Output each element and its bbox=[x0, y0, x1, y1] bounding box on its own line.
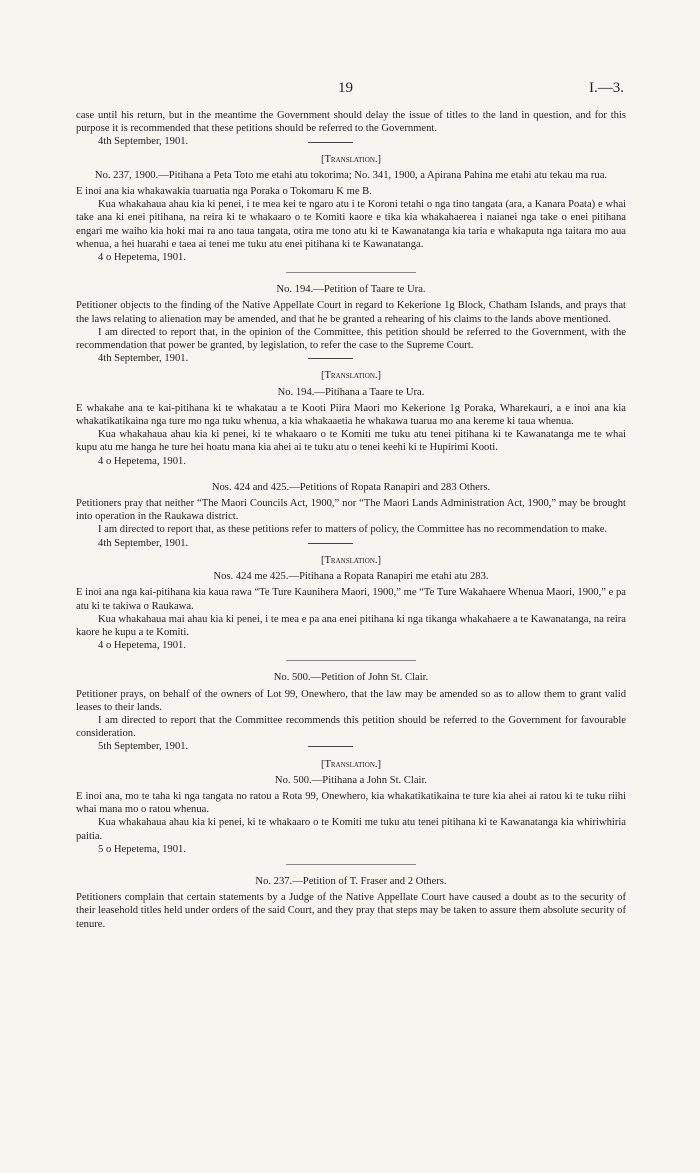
dateline bbox=[76, 537, 626, 550]
date-line: 4 o Hepetema, 1901. bbox=[98, 455, 186, 467]
date-line: 5 o Hepetema, 1901. bbox=[98, 843, 186, 855]
page-number: 19 bbox=[338, 80, 353, 96]
section-separator bbox=[286, 272, 416, 273]
section-title: Nos. 424 me 425.—Pitihana a Ropata Ranapiri me etahi atu 283. bbox=[213, 571, 489, 583]
short-rule bbox=[308, 358, 353, 359]
translation-heading: [Translation.] bbox=[320, 554, 382, 566]
section-paragraph: I am directed to report that the Committee recommends this petition should be referred to the Government for favourable consideration. bbox=[76, 714, 626, 740]
section-title: No. 194.—Petition of Taare te Ura. bbox=[276, 284, 426, 296]
dateline bbox=[76, 352, 626, 365]
section-paragraph: Kua whakahaua ahau kia ki penei, i te mea kei te ngaro atu i te Koroni tetahi o nga tino tangata (ara, a Kanara Poata) e whai take ana ki enei pitihana, na reira ki te whakaaro o te Komiti kaore e tika kia whakahaerea i naianei nga take o enei pitihana engari me waiho kia hoki mai ra ano taua tangata, otira me tono atu ki te Kawanatanga kia taria e whakaputa nga taitara mo aua whenua, a hei huarahi e taea ai tenei me tuku atu enei pitihana ki te Kawanatanga. bbox=[76, 199, 626, 250]
document-reference: I.—3. bbox=[589, 80, 624, 96]
section-title: Nos. 424 and 425.—Petitions of Ropata Ranapiri and 283 Others. bbox=[211, 481, 491, 493]
continuation-paragraph: case until his return, but in the meantime the Government should delay the issue of titles to the land in question, and for this purpose it is recommended that these petitions should be referred to the Government. bbox=[76, 110, 626, 135]
section-paragraph: Kua whakahaua ahau kia ki penei, ki te whakaaro o te Komiti me tuku atu tenei pitihana ki te Kawanatanga me te whai kupu atu me hanga he ture hei hoatu mana kia ahei ai te tuku atu o tenei keehi ki te Hupirimi Kooti. bbox=[76, 429, 626, 454]
short-rule bbox=[308, 142, 353, 143]
section-title: No. 500.—Petition of John St. Clair. bbox=[273, 672, 429, 684]
section-title: No. 194.—Pitihana a Taare te Ura. bbox=[277, 386, 425, 398]
short-rule bbox=[308, 543, 353, 544]
section-paragraph: Petitioner prays, on behalf of the owners of Lot 99, Onewhero, that the law may be amended so as to allow them to grant valid leases to their lands. bbox=[76, 688, 626, 713]
document-body bbox=[76, 109, 626, 931]
section-paragraph: E inoi ana nga kai-pitihana kia kaua rawa “Te Ture Kaunihera Maori, 1900,” me “Te Ture Wakahaere Whenua Maori, 1900,” e pa atu ki te takiwa o Raukawa. bbox=[76, 587, 626, 612]
short-rule bbox=[308, 746, 353, 747]
date-line: 4th September, 1901. bbox=[98, 353, 189, 365]
section-title: No. 237.—Petition of T. Fraser and 2 Others. bbox=[255, 875, 447, 887]
section-paragraph: Petitioner objects to the finding of the Native Appellate Court in regard to Kekerione 1g Block, Chatham Islands, and prays that the laws relating to alienation may be amended, and that he be granted a rehearing of his claims to the lands above mentioned. bbox=[76, 300, 626, 325]
page-header bbox=[0, 80, 700, 100]
translation-heading: [Translation.] bbox=[320, 758, 382, 770]
date-line: 4th September, 1901. bbox=[98, 537, 189, 549]
date-line: 4 o Hepetema, 1901. bbox=[98, 252, 186, 264]
date-line: 5th September, 1901. bbox=[98, 741, 189, 753]
section-paragraph: Petitioners pray that neither “The Maori Councils Act, 1900,” nor “The Maori Lands Administration Act, 1900,” may be brought into operation in the Raukawa district. bbox=[76, 498, 626, 523]
section-title: No. 237, 1900.—Pitihana a Peta Toto me etahi atu tokorima; No. 341, 1900, a Apirana Pahina me etahi atu tekau ma rua. bbox=[94, 169, 608, 181]
section-title: No. 500.—Pitihana a John St. Clair. bbox=[274, 774, 428, 786]
section-paragraph: E inoi ana, mo te taha ki nga tangata no ratou a Rota 99, Onewhero, kia whakatikatikaina te ture kia ahei ai ratou ki te tuku riihi whai mana mo o ratou whenua. bbox=[76, 790, 626, 816]
section-paragraph: E inoi ana kia whakawakia tuaruatia nga Poraka o Tokomaru K me B. bbox=[76, 186, 372, 198]
translation-heading: [Translation.] bbox=[320, 153, 382, 165]
spacer bbox=[76, 468, 626, 478]
dateline bbox=[76, 740, 626, 753]
section-paragraph: I am directed to report that, as these petitions refer to matters of policy, the Committee has no recommendation to make. bbox=[98, 524, 608, 536]
section-separator bbox=[286, 864, 416, 865]
section-paragraph: I am directed to report that, in the opinion of the Committee, this petition should be referred to the Government, with the recommendation that power be granted, by legislation, to refer the case to the Supreme Court. bbox=[76, 326, 626, 352]
section-paragraph: Kua whakahaua mai ahau kia ki penei, i te mea e pa ana enei pitihana ki nga tikanga whakahaere a te Kawanatanga, na reira kaore he kupu a te Komiti. bbox=[76, 613, 626, 638]
date-line: 4th September, 1901. bbox=[98, 136, 189, 148]
section-paragraph: Kua whakahaua ahau kia ki penei, ki te whakaaro o te Komiti me tuku atu tenei pitihana ki te Kawanatanga kia whiriwhiria paitia. bbox=[76, 817, 626, 842]
section-paragraph: E whakahe ana te kai-pitihana ki te whakatau a te Kooti Piira Maori mo Kekerione 1g Poraka, Wharekauri, a e inoi ana kia whakatikatikaina nga ture mo nga tuku whenua, a kia whakaaetia he whakawa tuarua mo ana kereme ki taua whenua. bbox=[76, 402, 626, 428]
date-line: 4 o Hepetema, 1901. bbox=[98, 640, 186, 652]
dateline bbox=[76, 135, 626, 148]
translation-heading: [Translation.] bbox=[320, 370, 382, 382]
section-paragraph: Petitioners complain that certain statements by a Judge of the Native Appellate Court have caused a doubt as to the security of their leasehold titles held under orders of the said Court, and they pray that steps may be taken to assure them absolute security of tenure. bbox=[76, 892, 626, 930]
section-separator bbox=[286, 660, 416, 661]
